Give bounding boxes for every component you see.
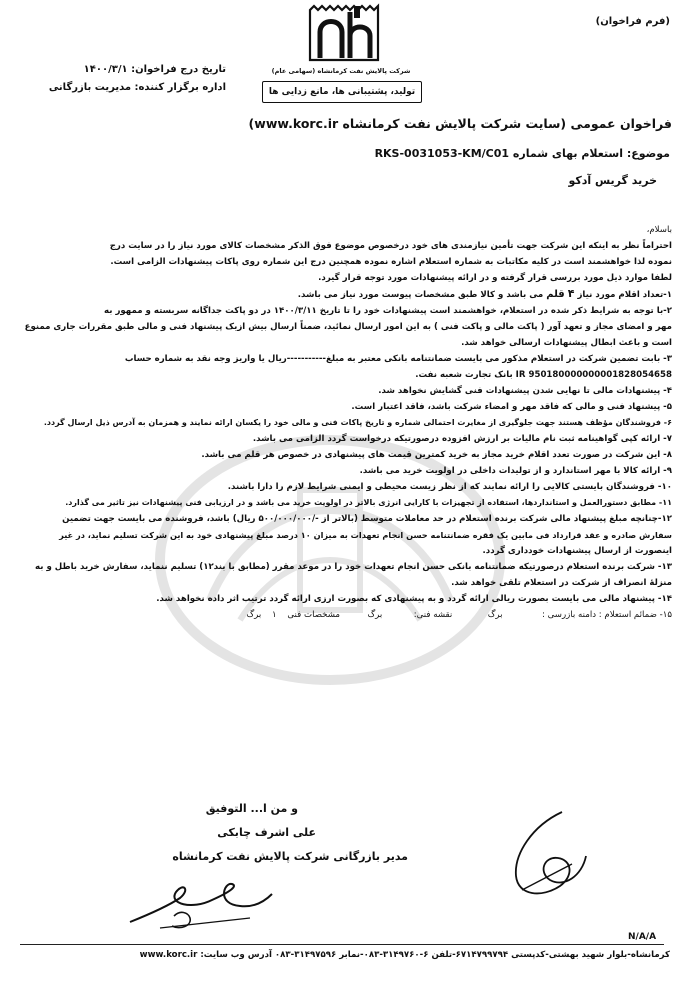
attachments-page: برگ [487, 610, 503, 620]
tech-spec-count: ۱ [272, 610, 277, 620]
footer-address [20, 950, 670, 960]
clause-2-text-end: در دو پاکت جداگانه سربسته و ممهور به [104, 306, 271, 316]
initial-scribble [502, 806, 590, 902]
clause-5: ۵- پیشنهاد فنی و مالی که فاقد مهر و امضاء شرکت باشد، فاقد اعتبار است. [351, 402, 672, 412]
clause-1 [14, 286, 672, 303]
bank-account: IR 950180000000001828054658 بانک تجارت شعبه نفت. [415, 370, 672, 380]
clause-1-text: ۱-تعداد اقلام مورد نیاز [577, 290, 672, 300]
greeting: باسلام، [646, 225, 672, 235]
website-link[interactable]: www.korc.ir [139, 950, 198, 960]
intro-line: احتراماً نظر به اینکه این شرکت جهت تأمین نیازمندی های خود درخصوص موضوع فوق الذکر مشخصات کالای مورد نیاز را در سایت درج [109, 241, 672, 251]
tech-spec-page: برگ [246, 610, 262, 620]
item-count: ۴ [567, 287, 575, 300]
subject-line [300, 147, 670, 160]
clause-6: ۶- فروشندگان مؤظف هستند جهت جلوگیری از مغایرت احتمالی شماره و تاریخ پاکات فنی و مالی خود را یکسان ارائه نمایند و همزمان به آدرس ذیل ارسال گردد. [43, 418, 672, 427]
clause-11: ۱۱- مطابق دستورالعمل و استانداردها، استفاده از تجهیزات با کارایی انرژی بالاتر در اولویت خرید می باشد و در ارزیابی فنی پیشنهادات نیز تاثیر می گذارد. [65, 498, 672, 507]
clause-2-cont [14, 319, 672, 335]
clause-2-envelopes: مهر و امضای مجاز و تعهد آور ( پاکت مالی و پاکت فنی ) به این امور ارسال نمائید، ضمناً [300, 322, 672, 332]
clause-4: ۴- پیشنهادات مالی تا نهایی شدن پیشنهادات فنی گشایش نخواهد شد. [378, 386, 672, 396]
clause-12: ۱۲-چنانچه مبلغ پیشنهاد مالی شرکت برنده استعلام در حد معاملات متوسط (بالاتر از -/۵۰۰/۰۰۰/۰۰۰ ریال) باشد، فروشنده می بایست جهت تضمین [62, 514, 672, 524]
closing-phrase: و من ا... التوفیق [205, 802, 298, 815]
clause-2-warning: ارسال بیش ازیک پیشنهاد فنی و مالی طبق مقررات جاری ممنوع [24, 322, 298, 332]
footer-divider [20, 944, 664, 945]
clause-12-cont: سفارش صادره و عقد قرارداد فی مابین یک فقره ضمانتنامه حسن انجام تعهدات به میزان ۱۰ درصد مبلغ پیشنهادی خود به این شرکت تسلیم نماید، در غیر [59, 530, 672, 540]
reference-code: N/A/A [628, 932, 657, 942]
clause-10: ۱۰- فروشندگان بایستی کالایی را ارائه نمایند که از نظر زیست محیطی و ایمنی شرایط لازم را دارا باشند. [227, 482, 672, 492]
attachments-label: ۱۵- ضمائم استعلام : دامنه بازرسی : [542, 610, 672, 620]
signature-block [118, 797, 408, 869]
company-logo [298, 2, 390, 64]
clause-8: ۸- این شرکت در صورت تعدد اقلام خرید مجاز به خرید کمترین قیمت های پیشنهادی در خصوص هر قلم می باشد. [201, 450, 672, 460]
clause-2 [14, 303, 672, 319]
subject-item: خرید گریس آدکو [568, 174, 657, 187]
handwritten-signature [120, 870, 280, 940]
clause-2-text: ۲-با توجه به شرایط ذکر شده در استعلام، خواهشمند است پیشنهادات خود را تا تاریخ [319, 306, 672, 316]
company-name-small: شرکت پالایش نفت کرمانشاه (سهامی عام) [271, 67, 411, 75]
letter-body [14, 222, 672, 623]
form-label: (فرم فراخوان) [595, 16, 670, 27]
clause-1-text-end: می باشد و کالا طبق مشخصات پیوست مورد نیاز می باشد. [297, 290, 544, 300]
organizer-department: اداره برگزار کننده: مدیریت بازرگانی [48, 82, 226, 93]
slogan-box: تولید، پشتیبانی ها، مانع زدایی ها [262, 81, 422, 103]
technical-map-label: نقشه فنی: [413, 610, 453, 620]
intro-line: لطفا موارد ذیل مورد بررسی قرار گرفته و در ارائه پیشنهادات مورد توجه قرار گیرد. [318, 273, 672, 283]
deadline-date: ۱۴۰۰/۳/۱۱ [273, 306, 317, 316]
intro-line: نموده لذا خواهشمند است در کلیه مکاتبات به شماره استعلام اشاره نموده همچنین درج این شماره روی پاکات پیشنهادات الزامی است. [110, 257, 672, 267]
inquiry-code: RKS-0031053-KM/C01 [374, 147, 510, 160]
clause-13-end: منزلهٔ انصراف از شرکت در استعلام تلقی خواهد شد. [451, 578, 672, 588]
clause-13: ۱۳- شرکت برنده استعلام درصورتیکه ضمانتنامه بانکی حسن انجام تعهدات خود را در موعد مقرر (مطابق با بند۱۲) تسلیم ننماید، سفارش خرید باطل و به [35, 562, 672, 572]
clause-9: ۹- ارائه کالا با مهر استاندارد و از تولیدات داخلی در اولویت خرید می باشد. [359, 466, 672, 476]
signatory-name: علی اشرف چابکی [217, 826, 316, 839]
clause-15 [14, 607, 672, 623]
clause-14: ۱۴- پیشنهاد مالی می بایست بصورت ریالی ارائه گردد و به پیشنهادی که بصورت ارزی ارائه گردد ترتیب اثر داده نخواهد شد. [156, 594, 672, 604]
insertion-date: تاریخ درج فراخوان: ۱۴۰۰/۳/۱ [83, 64, 226, 75]
page-title: فراخوان عمومی (سایت شرکت پالایش نفت کرمانشاه www.korc.ir) [248, 116, 672, 131]
signatory-title: مدیر بازرگانی شرکت پالایش نفت کرمانشاه [172, 850, 408, 863]
clause-2-end: است و باعث ابطال پیشنهادات ارسالی خواهد شد. [461, 338, 672, 348]
clause-3: ۳- بابت تضمین شرکت در استعلام مذکور می بایست ضمانتنامه بانکی معتبر به مبلغ-----------ریال یا واریز وجه نقد به شماره حساب [124, 354, 672, 364]
clause-7: ۷- ارائه کپی گواهینامه ثبت نام مالیات بر ارزش افزوده درصورتیکه درخواست گردد الزامی می باشد. [252, 434, 672, 444]
clause-12-end: اینصورت از ارسال پیشنهادات خودداری گردد. [482, 546, 672, 556]
technical-map-page: برگ [367, 610, 383, 620]
subject-label: موضوع: استعلام بهای شماره [512, 147, 670, 160]
tech-spec-label: مشخصات فنی [287, 610, 340, 620]
item-unit: قلم [546, 289, 565, 300]
address-text: کرمانشاه-بلوار شهید بهشتی-کدپستی ۶۷۱۴۷۹۹۷۹۴-تلفن ۶-۳۱۴۹۷۶۰-۰۸۳-نمابر ۳۱۴۹۷۵۹۶-۰۸۳ آدرس وب سایت: [200, 950, 670, 960]
